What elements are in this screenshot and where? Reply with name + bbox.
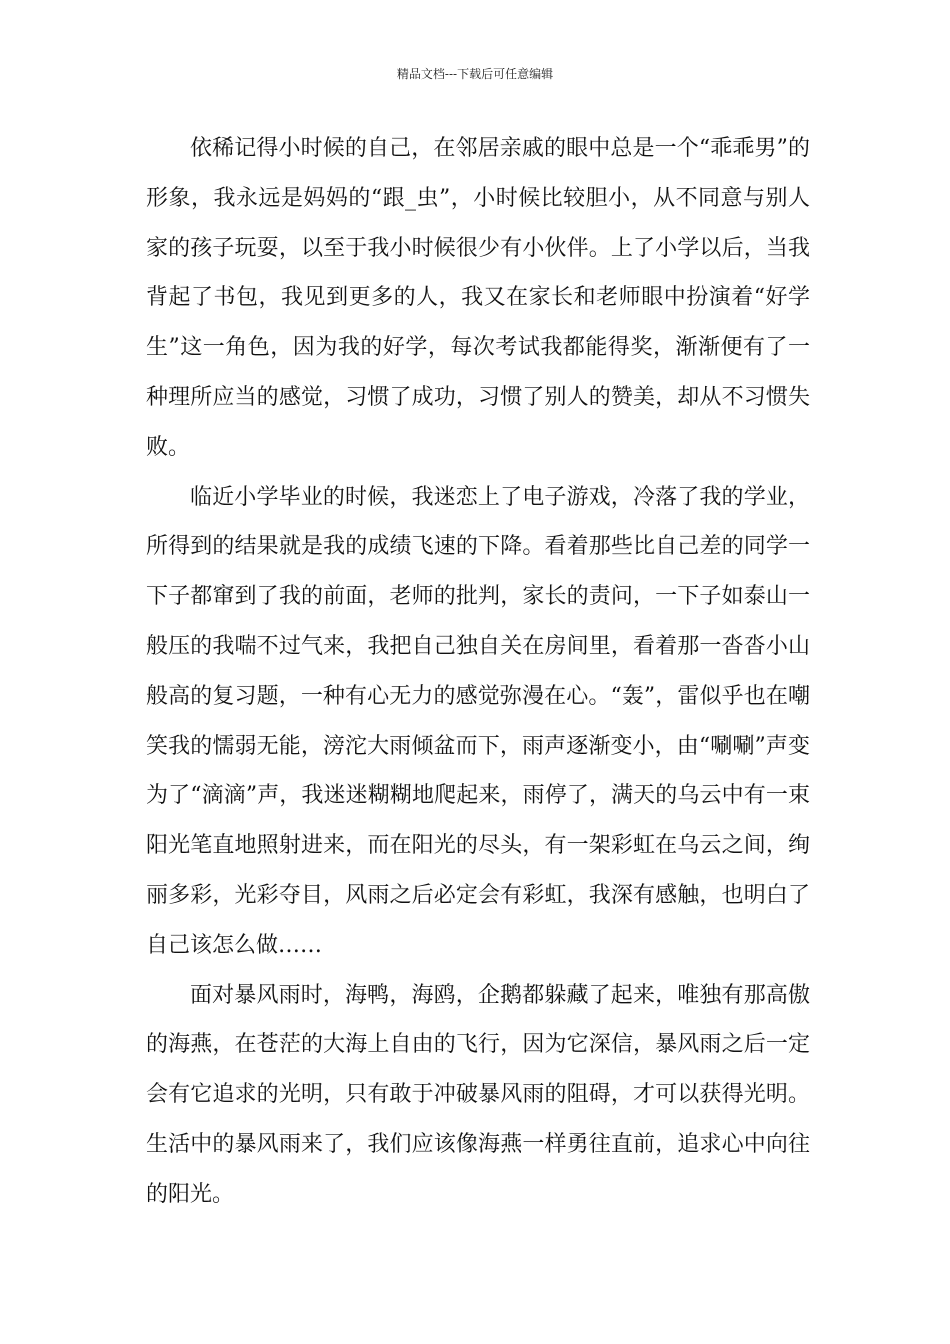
paragraph-1: 依稀记得小时候的自己，在邻居亲戚的眼中总是一个“乖乖男”的形象，我永远是妈妈的“跟_虫”，小时候比较胆小，从不同意与别人家的孩子玩耍，以至于我小时候很少有小伙伴。上了小学以后，当我背起了书包，我见到更多的人，我又在家长和老师眼中扮演着“好学生”这一角色，因为我的好学，每次考试我都能得奖，渐渐便有了一种理所应当的感觉，习惯了成功，习惯了别人的赞美，却从不习惯失败。 — [146, 136, 810, 460]
document-body — [146, 124, 810, 1220]
paragraph-2: 临近小学毕业的时候，我迷恋上了电子游戏，冷落了我的学业，所得到的结果就是我的成绩飞速的下降。看着那些比自己差的同学一下子都窜到了我的前面，老师的批判，家长的责问，一下子如泰山一般压的我喘不过气来，我把自己独自关在房间里，看着那一沓沓小山般高的复习题，一种有心无力的感觉弥漫在心。“轰”，雷似乎也在嘲笑我的懦弱无能，滂沱大雨倾盆而下，雨声逐渐变小，由“唰唰”声变为了“滴滴”声，我迷迷糊糊地爬起来，雨停了，满天的乌云中有一束阳光笔直地照射进来，而在阳光的尽头，有一架彩虹在乌云之间，绚丽多彩，光彩夺目，风雨之后必定会有彩虹，我深有感触，也明白了自己该怎么做…… — [146, 484, 810, 958]
paragraph-3: 面对暴风雨时，海鸭，海鸥，企鹅都躲藏了起来，唯独有那高傲的海燕，在苍茫的大海上自由的飞行，因为它深信，暴风雨之后一定会有它追求的光明，只有敢于冲破暴风雨的阻碍，才可以获得光明。生活中的暴风雨来了，我们应该像海燕一样勇往直前，追求心中向往的阳光。 — [146, 982, 810, 1207]
page-header: 精品文档---下载后可任意编辑 — [396, 67, 554, 81]
